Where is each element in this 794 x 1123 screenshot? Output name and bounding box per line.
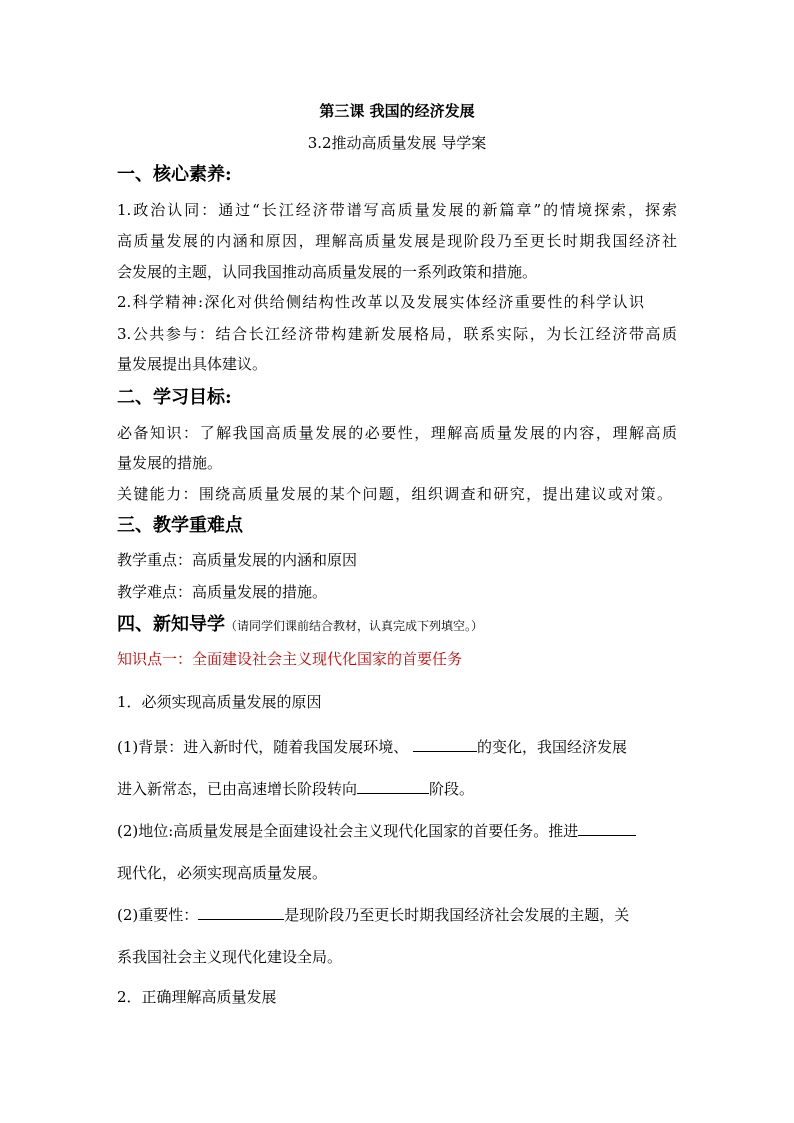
section2-line: 必备知识：了解我国高质量发展的必要性，理解高质量发展的内容，理解高质	[117, 424, 677, 442]
item2-title: 2．正确理解高质量发展	[117, 988, 277, 1006]
section1-line: 1.政治认同：通过“长江经济带谱写高质量发展的新篇章”的情境探索，探索	[117, 201, 677, 219]
section1-line: 高质量发展的内涵和原因，理解高质量发展是现阶段乃至更长时期我国经济社	[117, 232, 677, 250]
page-title: 第三课 我国的经济发展	[319, 102, 475, 120]
fill-blank[interactable]	[413, 737, 477, 752]
section4-note: （请同学们课前结合教材，认真完成下列填空。）	[225, 619, 484, 633]
section3-line: 教学重点：高质量发展的内涵和原因	[117, 551, 358, 569]
text: 是现阶段乃至更长时期我国经济社会发展的主题，关	[284, 906, 630, 924]
knowledge-point-title: 知识点一：全面建设社会主义现代化国家的首要任务	[117, 650, 463, 668]
text: (2)地位:高质量发展是全面建设社会主义现代化国家的首要任务。推进	[117, 822, 579, 840]
background-line	[117, 737, 677, 757]
section1-line: 会发展的主题，认同我国推动高质量发展的一系列政策和措施。	[117, 263, 538, 281]
section1-heading: 一、核心素养:	[117, 164, 232, 185]
text: 进入新常态，已由高速增长阶段转向	[117, 780, 358, 798]
section4-title: 四、新知导学	[117, 614, 225, 635]
fill-blank[interactable]	[578, 821, 636, 836]
page-subtitle: 3.2推动高质量发展 导学案	[307, 134, 487, 152]
section1-line: 量发展提出具体建议。	[117, 355, 268, 373]
position-line-2: 现代化，必须实现高质量发展。	[117, 864, 328, 882]
text: 阶段。	[429, 780, 475, 798]
section2-line: 量发展的措施。	[117, 454, 223, 472]
fill-blank[interactable]	[357, 779, 429, 794]
section3-heading: 三、教学重难点	[117, 515, 243, 536]
fill-blank[interactable]	[198, 905, 284, 920]
importance-line-2: 系我国社会主义现代化建设全局。	[117, 948, 343, 966]
section1-line: 2.科学精神:深化对供给侧结构性改革以及发展实体经济重要性的科学认识	[117, 293, 644, 311]
text: (1)背景：进入新时代，随着我国发展环境、	[117, 738, 409, 756]
background-line-2	[117, 779, 677, 799]
importance-line	[117, 905, 677, 925]
text: (2)重要性：	[117, 906, 199, 924]
item1-title: 1．必须实现高质量发展的原因	[117, 693, 322, 711]
text: 的变化，我国经济发展	[477, 738, 628, 756]
section3-line: 教学难点：高质量发展的措施。	[117, 583, 328, 601]
section2-heading: 二、学习目标:	[117, 387, 232, 408]
position-line	[117, 821, 677, 841]
section2-line: 关键能力：围绕高质量发展的某个问题，组织调查和研究，提出建议或对策。	[117, 485, 672, 503]
section1-line: 3.公共参与：结合长江经济带构建新发展格局，联系实际，为长江经济带高质	[117, 325, 677, 343]
section4-heading	[117, 613, 677, 638]
